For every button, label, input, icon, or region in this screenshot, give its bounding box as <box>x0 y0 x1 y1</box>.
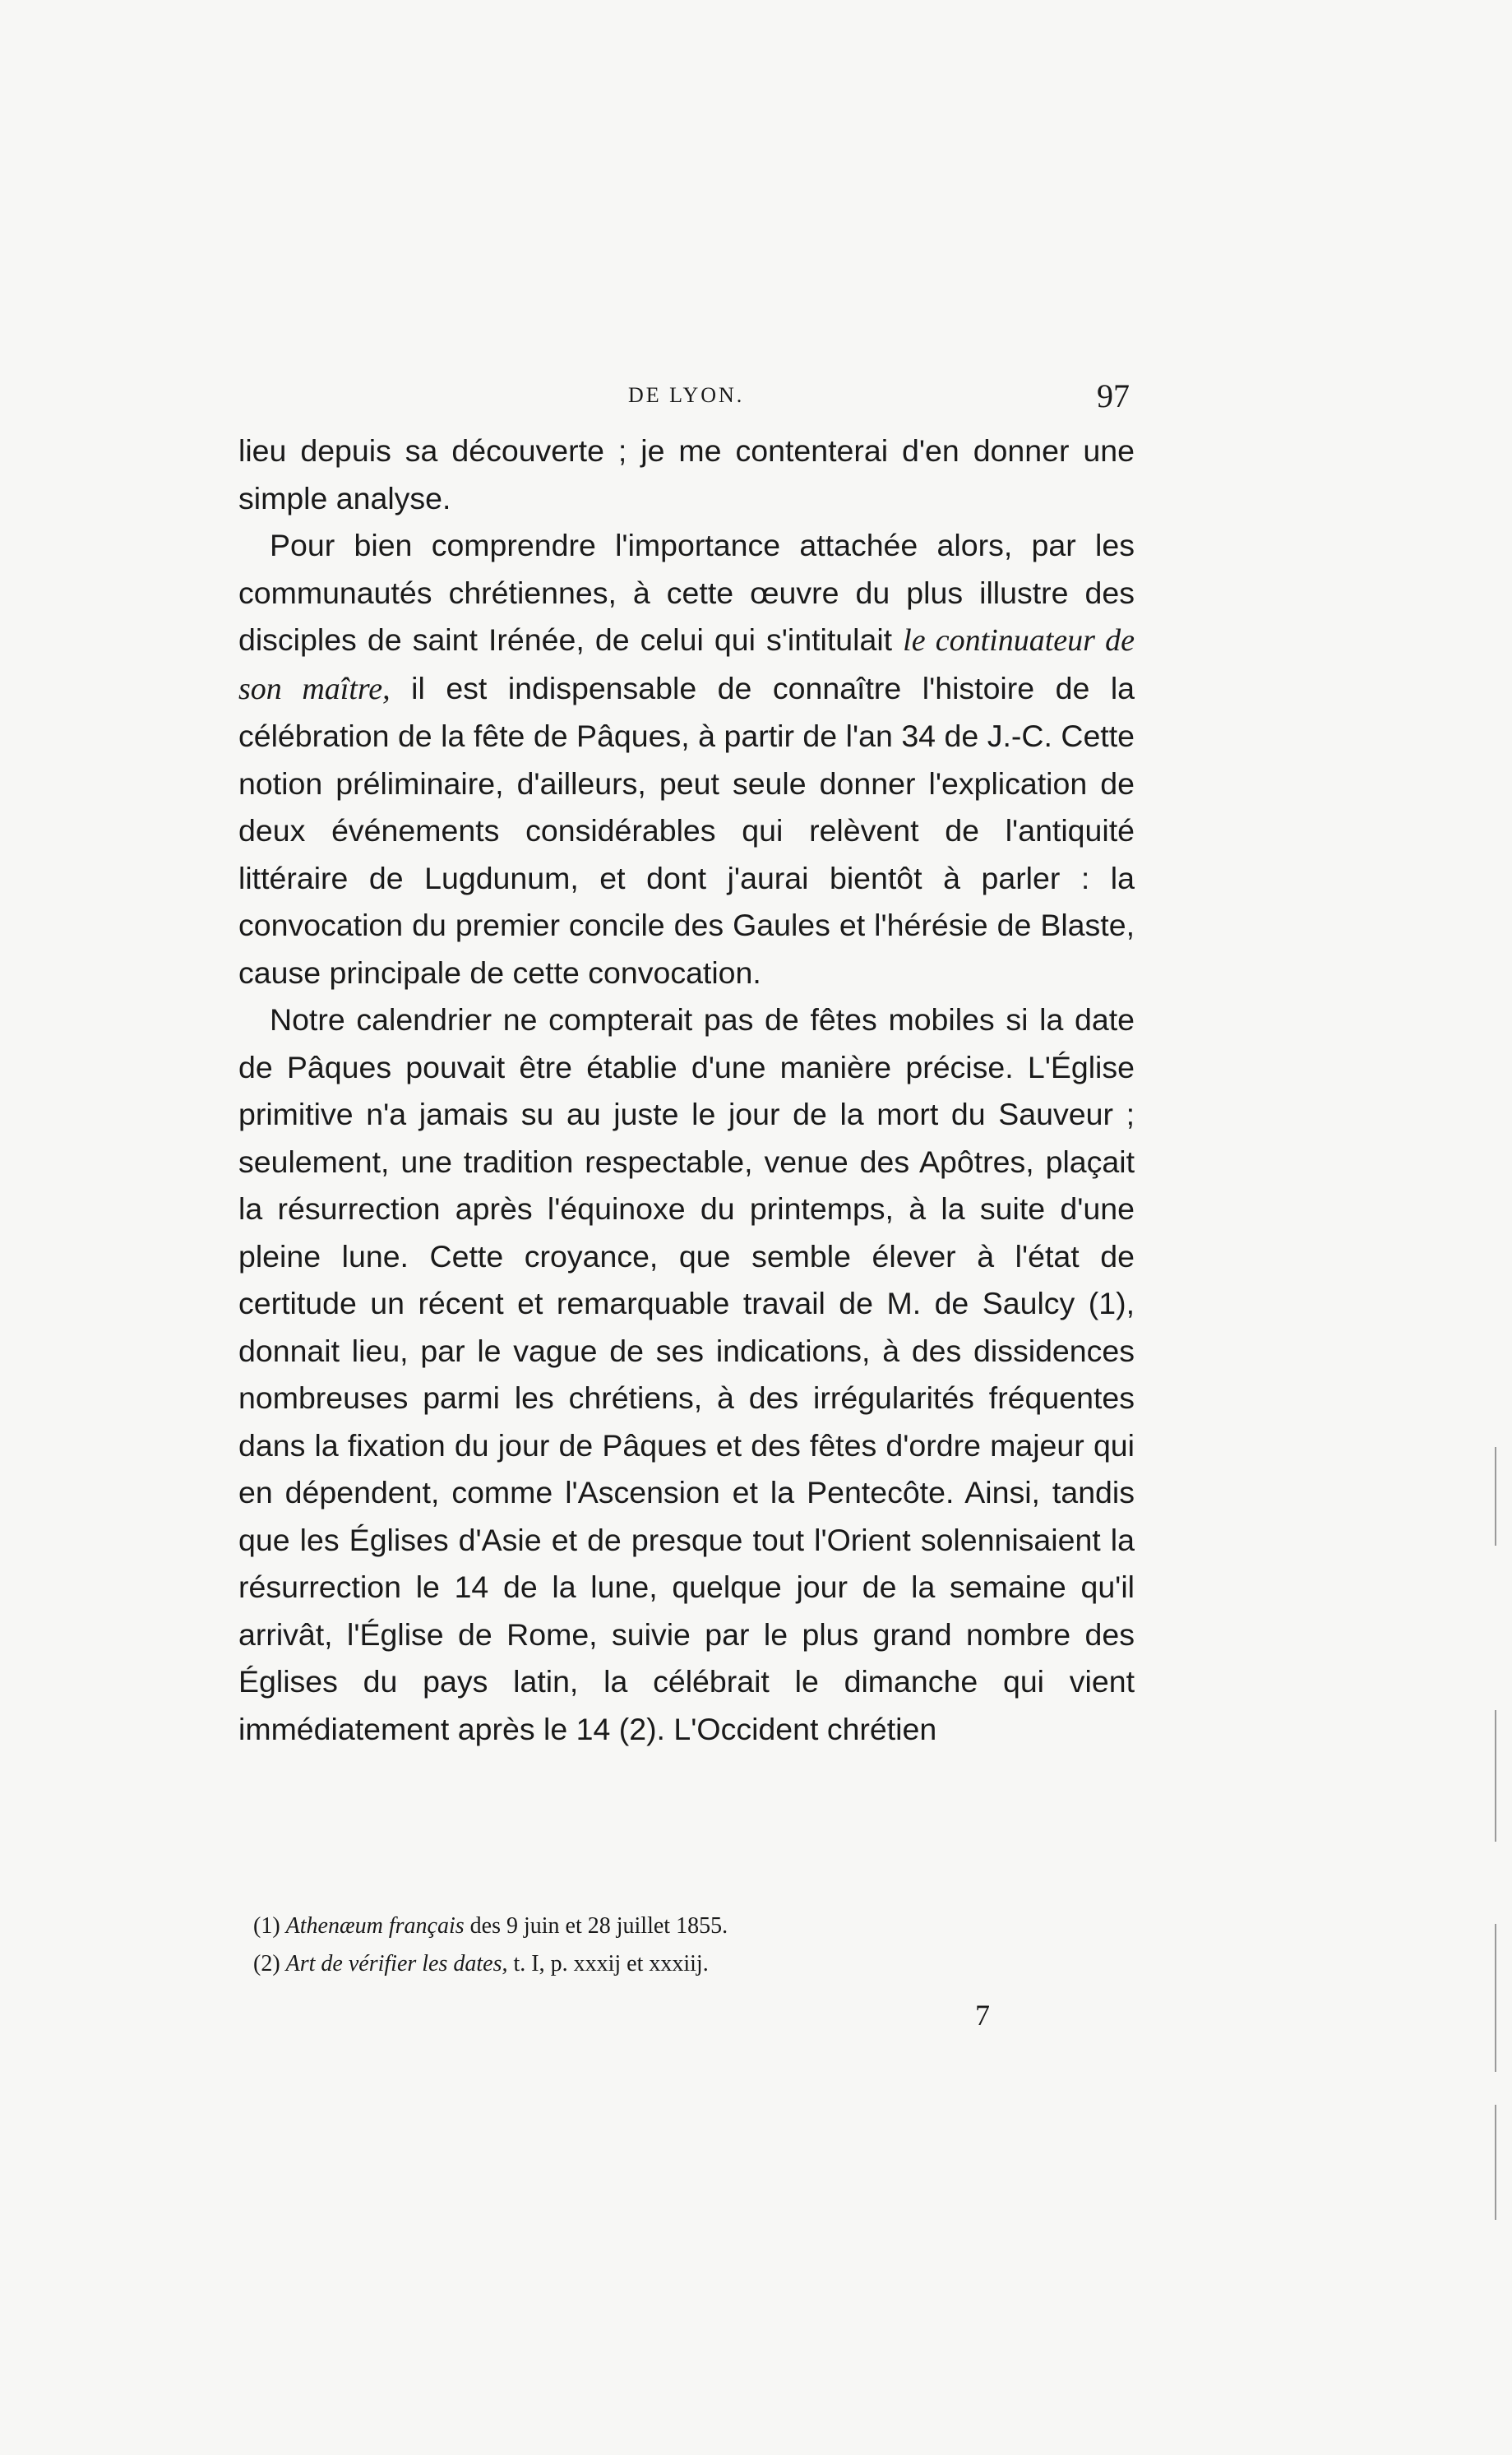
running-title: DE LYON. <box>628 383 745 407</box>
page-edge-mark <box>1495 1924 1496 2072</box>
footnote-1 <box>253 1907 1133 1945</box>
paragraph-2-text-a: Pour bien comprendre l'importance attachée alors, par les communautés chrétiennes, à cette œuvre du plus illustre des disciples de saint Irénée, de celui qui s'intitulait <box>238 528 1135 657</box>
footnote-2-title: Art de vérifier les dates, <box>285 1951 508 1976</box>
signature-mark: 7 <box>975 1999 990 2032</box>
running-header <box>242 377 1130 418</box>
footnote-1-title: Athenæum français <box>285 1913 465 1939</box>
paragraph-2-italic: le continuateur de son maître, <box>238 623 1135 706</box>
page-number: 97 <box>1097 377 1130 414</box>
footnotes <box>253 1907 1133 1983</box>
footnote-2-text: t. I, p. xxxij et xxxiij. <box>507 1951 709 1976</box>
page-edge-mark <box>1495 2105 1496 2220</box>
paragraph-1: lieu depuis sa découverte ; je me contenterai d'en donner une simple analyse. <box>238 433 1135 516</box>
paragraph-2 <box>238 522 1135 996</box>
footnote-1-number: (1) <box>253 1913 286 1939</box>
paragraph-2-text-b: il est indispensable de connaître l'histoire de la célébration de la fête de Pâques, à partir de l'an 34 de J.-C. Cette notion préliminaire, d'ailleurs, peut seule donner l'explication de deux événements considérables qui relèvent de l'antiquité littéraire de Lugdunum, et dont j'aurai bientôt à parler : la convocation du premier concile des Gaules et l'hérésie de Blaste, cause principale de cette convocation. <box>238 670 1135 990</box>
footnote-2-number: (2) <box>253 1951 286 1976</box>
footnote-1-text: des 9 juin et 28 juillet 1855. <box>464 1913 728 1939</box>
page-edge-mark <box>1495 1710 1496 1842</box>
paragraph-3: Notre calendrier ne compterait pas de fêtes mobiles si la date de Pâques pouvait être établie d'une manière précise. L'Église primitive n'a jamais su au juste le jour de la mort du Sauveur ; seulement, une tradition respectable, venue des Apôtres, plaçait la résurrection après l'équinoxe du printemps, à la suite d'une pleine lune. Cette croyance, que semble élever à l'état de certitude un récent et remarquable travail de M. de Saulcy (1), donnait lieu, par le vague de ses indications, à des dissidences nombreuses parmi les chrétiens, à des irrégularités fréquentes dans la fixation du jour de Pâques et des fêtes d'ordre majeur qui en dépendent, comme l'Ascension et la Pentecôte. Ainsi, tandis que les Églises d'Asie et de presque tout l'Orient solennisaient la résurrection le 14 de la lune, quelque jour de la semaine qu'il arrivât, l'Église de Rome, suivie par le plus grand nombre des Églises du pays latin, la célébrait le dimanche qui vient immédiatement après le 14 (2). L'Occident chrétien <box>238 1002 1135 1746</box>
body-text <box>238 428 1135 1753</box>
footnote-2 <box>253 1945 1133 1983</box>
page-edge-mark <box>1495 1447 1496 1546</box>
